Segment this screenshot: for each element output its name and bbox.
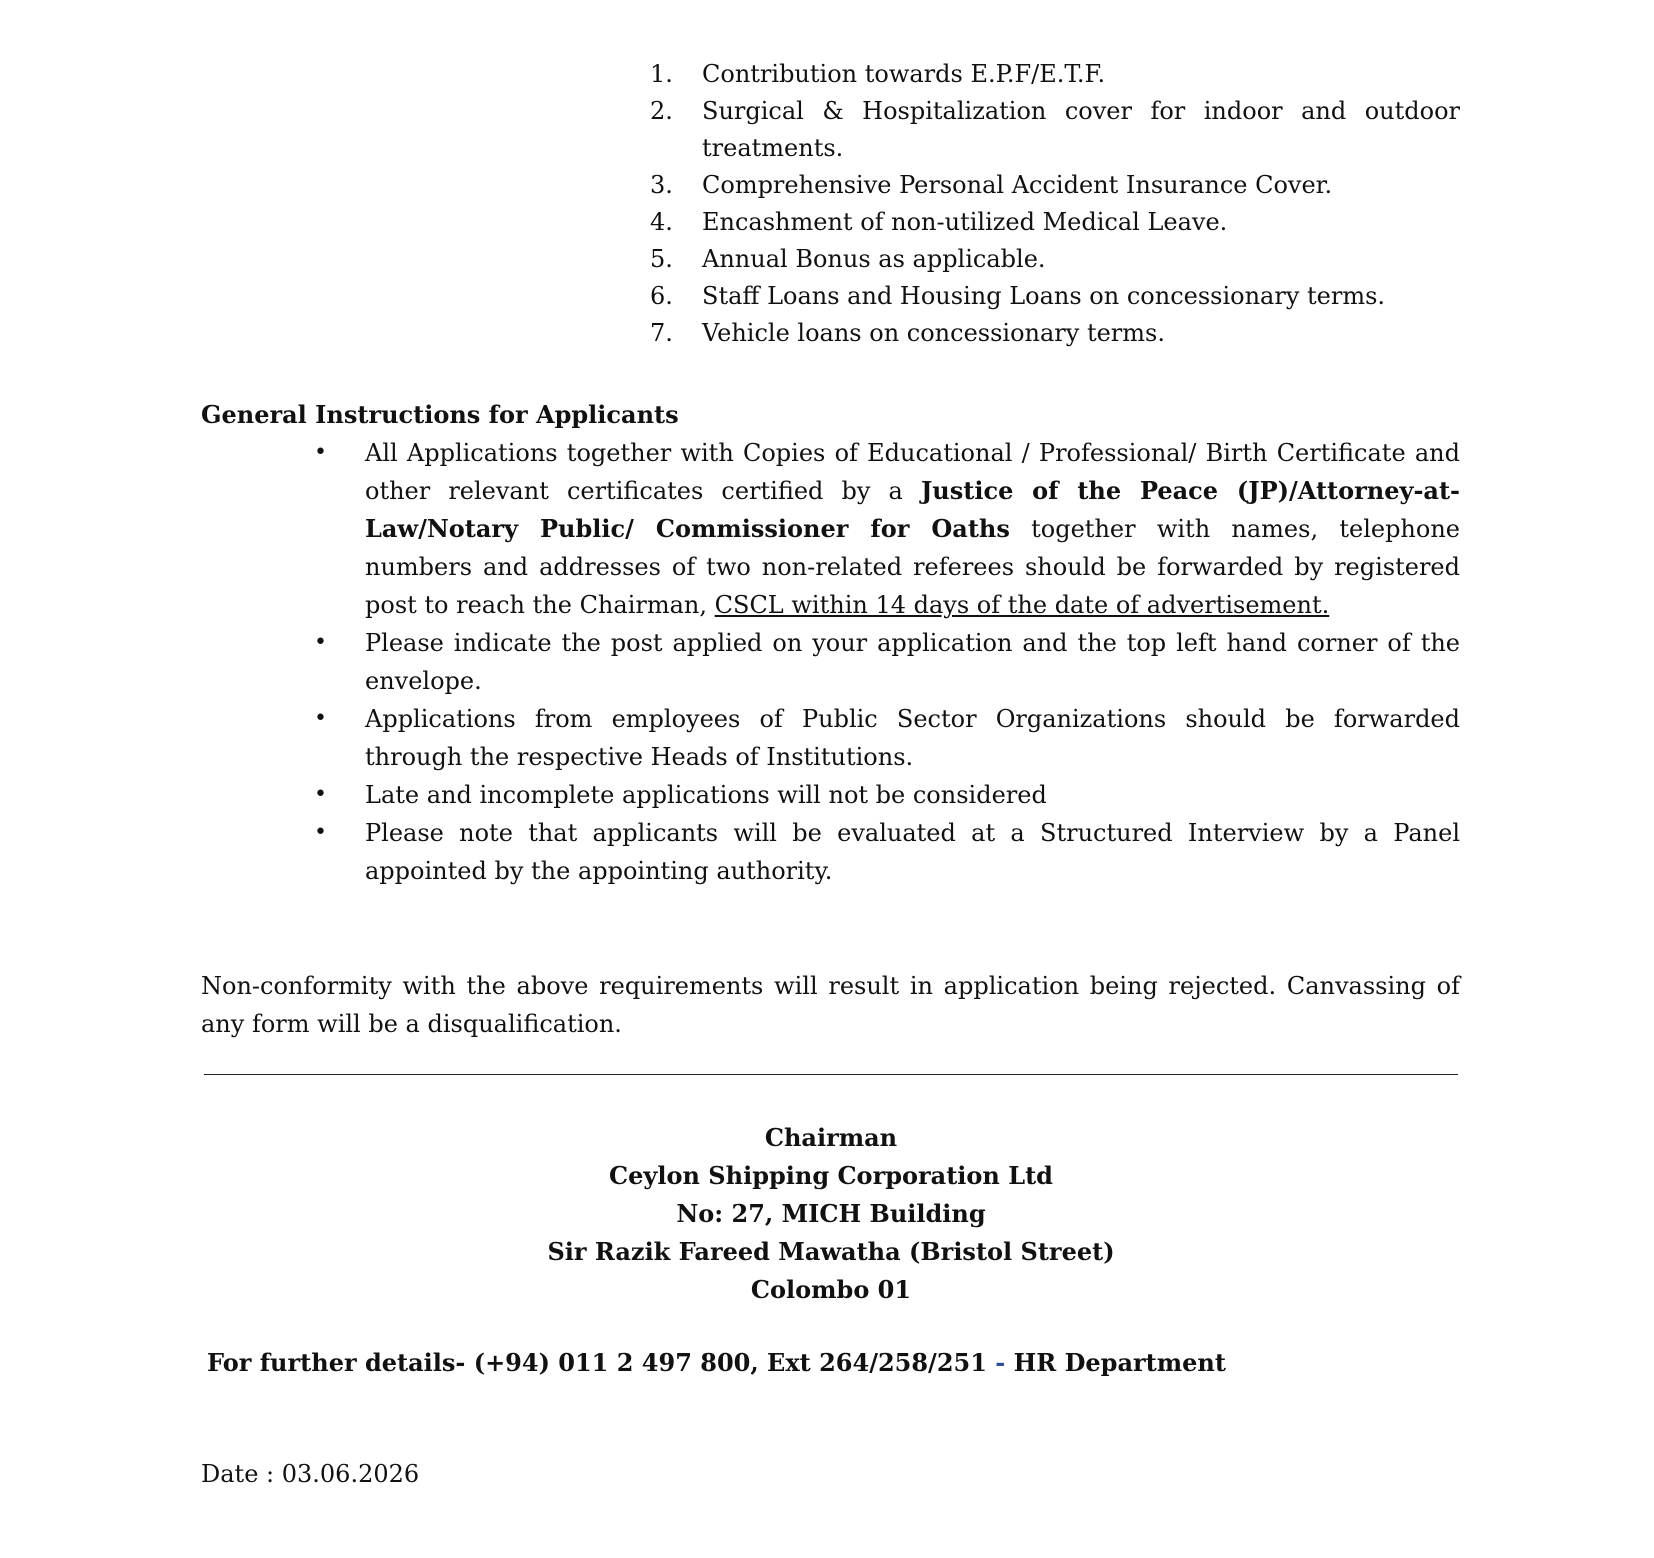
bullet-icon: • [314,782,327,807]
bullet-icon: • [314,820,327,845]
list-number: 5. [650,245,673,273]
underlined-text-run: CSCL within 14 days of the date of advertisement. [714,591,1330,619]
list-text: Please indicate the post applied on your application and the top left hand corner of the envelope. [365,629,1460,695]
bullet-icon: • [314,630,327,655]
list-text: Late and incomplete applications will not be considered [365,781,1047,809]
list-text: Encashment of non-utilized Medical Leave. [702,208,1228,236]
list-number: 3. [650,171,673,199]
instructions-list [300,434,1460,890]
horizontal-rule [204,1074,1458,1075]
list-item [650,278,1460,315]
address-line: Chairman [764,1123,898,1152]
list-item [300,434,1460,624]
section-heading: General Instructions for Applicants [201,400,679,429]
list-item [300,700,1460,776]
list-text: Vehicle loans on concessionary terms. [702,319,1165,347]
bullet-icon: • [314,440,327,465]
list-item [300,624,1460,700]
address-line: Colombo 01 [750,1275,912,1304]
contact-line [207,1344,1226,1382]
list-number: 2. [650,97,673,125]
list-text: Applications from employees of Public Sector Organizations should be forwarded through the respective Heads of Institutions. [365,705,1460,771]
list-item [650,167,1460,204]
benefits-list [650,56,1460,352]
list-item [650,241,1460,278]
list-item [650,315,1460,352]
list-item [650,204,1460,241]
bold-text-run: Justice of the Peace (JP)/Attorney-at-Law/Notary Public/ Commissioner for Oaths [365,476,1460,543]
address-line: No: 27, MICH Building [676,1199,986,1228]
list-item [650,93,1460,167]
list-text [365,434,1460,624]
bullet-icon: • [314,706,327,731]
list-text: Annual Bonus as applicable. [702,245,1046,273]
list-item [650,56,1460,93]
text-run: All Applications together with Copies of Educational / Professional/ Birth Certificate and other relevant certificates certified by a [365,439,1460,505]
list-item [300,814,1460,890]
list-text: Comprehensive Personal Accident Insurance Cover. [702,171,1333,199]
list-text: Contribution towards E.P.F/E.T.F. [702,60,1106,88]
contact-text: For further details- (+94) 011 2 497 800, Ext 264/258/251 [207,1348,996,1377]
list-number: 6. [650,282,673,310]
date-line: Date : 03.06.2026 [201,1460,420,1488]
list-number: 7. [650,319,673,347]
list-text: Staff Loans and Housing Loans on concessionary terms. [702,282,1386,310]
address-line: Ceylon Shipping Corporation Ltd [609,1161,1053,1190]
contact-department: HR Department [1005,1348,1226,1377]
address-block [531,1119,1131,1309]
nonconformity-paragraph: Non-conformity with the above requirements will result in application being rejected. Canvassing of any form will be a disqualification. [201,972,1460,1038]
list-number: 1. [650,60,673,88]
list-text: Surgical & Hospitalization cover for indoor and outdoor treatments. [702,97,1460,162]
contact-separator: - [995,1348,1006,1377]
list-item [300,776,1460,814]
text-run: together with names, telephone numbers and addresses of two non-related referees should be forwarded by registered post to reach the Chairman, [365,515,1460,619]
address-line: Sir Razik Fareed Mawatha (Bristol Street) [547,1237,1115,1266]
list-number: 4. [650,208,673,236]
list-text: Please note that applicants will be evaluated at a Structured Interview by a Panel appointed by the appointing authority. [365,819,1460,885]
